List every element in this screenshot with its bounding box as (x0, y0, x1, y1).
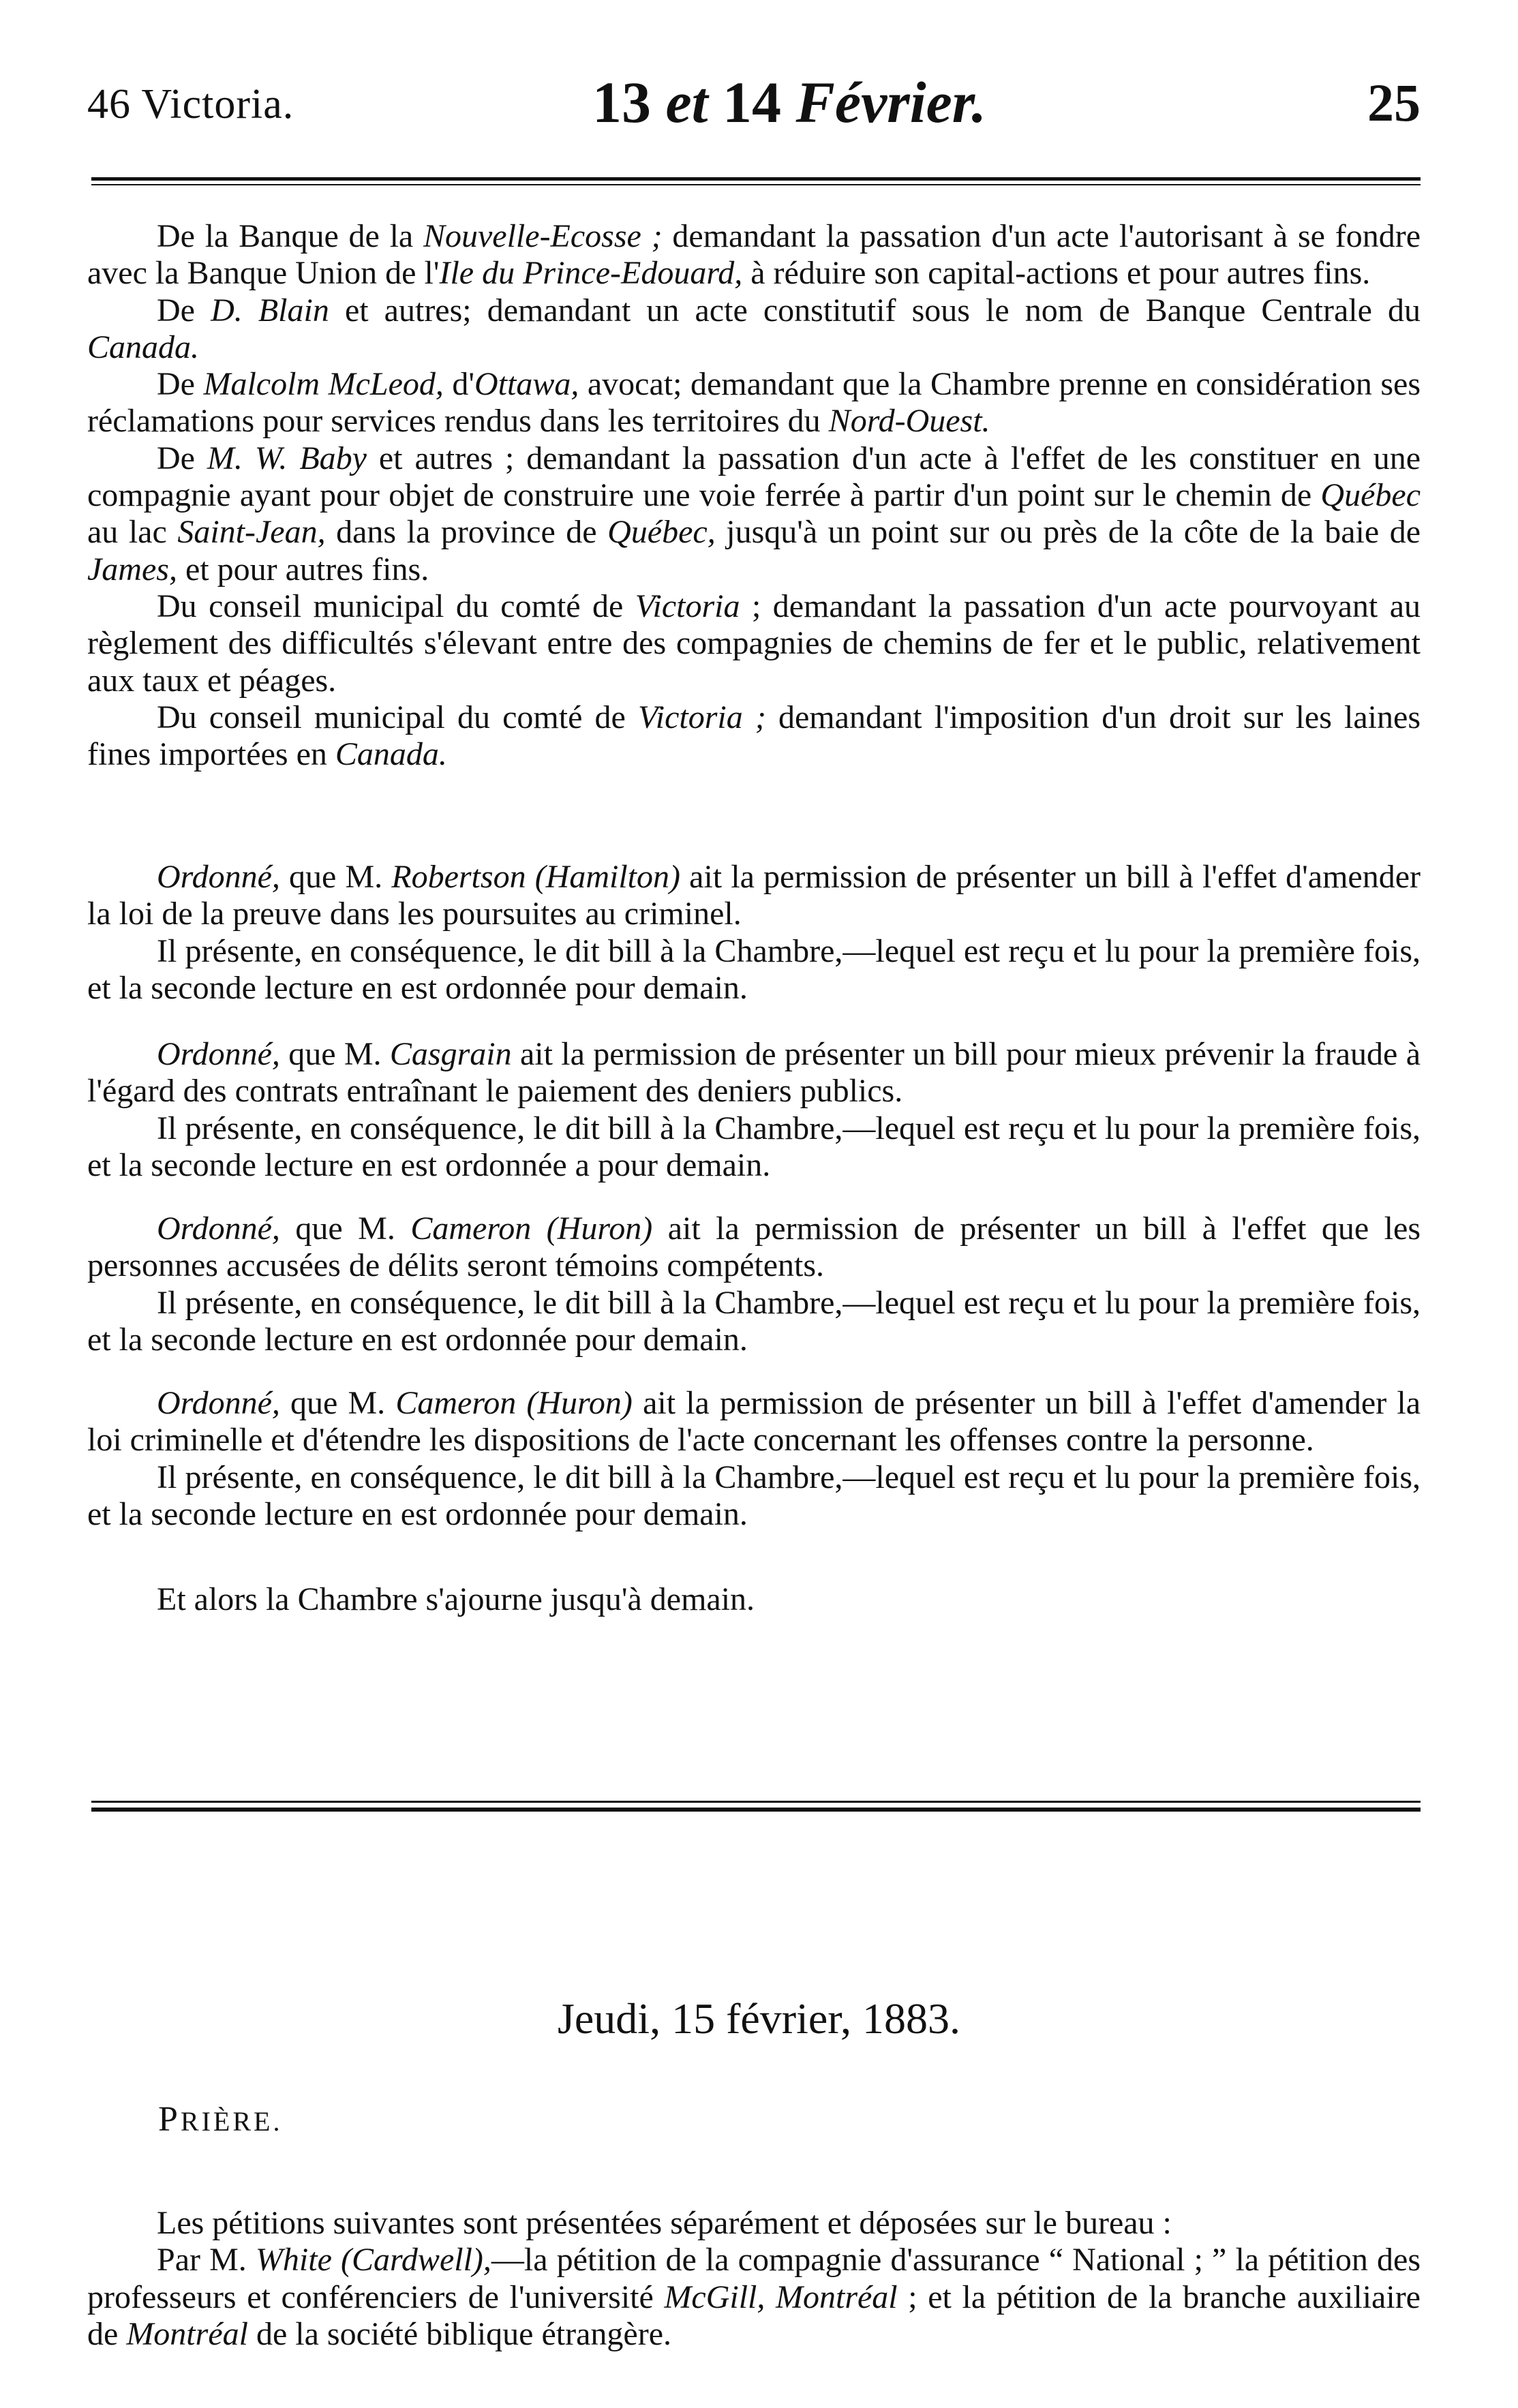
first-reading-paragraph: Il présente, en conséquence, le dit bill à la Chambre,—lequel est reçu et lu pour la première fois, et la seconde lecture en est ordonnée a pour demain. (87, 1110, 1421, 1183)
text-run-italic: Victoria (635, 588, 740, 624)
text-run: demandant l'imposition d'un droit sur les laines fines importées en (87, 699, 1421, 773)
order-robertson (87, 859, 1421, 1007)
petition-paragraph (87, 366, 1421, 440)
date-heading-day2: 14 (723, 70, 782, 135)
text-run: demandant la passation d'un acte l'autorisant à se fondre avec la Banque Union de l' (87, 218, 1421, 292)
date-heading-month: Février. (795, 70, 987, 135)
text-run: De (157, 292, 211, 329)
text-run: De la Banque de la (157, 218, 423, 254)
text-run-italic: Ordonné, (157, 1210, 280, 1247)
text-run: ait la permission de présenter un bill à l'effet d'amender la loi de la preuve dans les poursuites au criminel. (87, 859, 1421, 932)
text-run-italic: Cameron (Huron) (395, 1385, 633, 1421)
first-reading-paragraph: Il présente, en conséquence, le dit bill à la Chambre,—lequel est reçu et lu pour la première fois, et la seconde lecture en est ordonnée pour demain. (87, 932, 1421, 1006)
running-head (87, 68, 1421, 143)
text-run: De (157, 366, 204, 403)
order-paragraph (87, 1036, 1421, 1110)
text-run-italic: James, (87, 551, 177, 588)
text-run: Par M. (157, 2242, 256, 2279)
text-run: ait la permission de présenter un bill à l'effet que les personnes accusées de délits seront témoins compétents. (87, 1210, 1421, 1284)
day-heading: Jeudi, 15 février, 1883. (557, 1994, 961, 2043)
text-run-italic: Robertson (Hamilton) (391, 859, 681, 895)
text-run-italic: Malcolm McLeod, (203, 366, 444, 403)
text-run-italic: White (Cardwell), (255, 2242, 491, 2279)
text-run-italic: M. W. Baby (207, 440, 367, 476)
text-run-italic: Canada. (335, 736, 447, 773)
priere-initial: P (158, 2100, 181, 2139)
section-divider (91, 1801, 1421, 1812)
petition-paragraph (87, 2242, 1421, 2353)
first-reading-paragraph: Il présente, en conséquence, le dit bill à la Chambre,—lequel est reçu et lu pour la première fois, et la seconde lecture en est ordonnée pour demain. (87, 1459, 1421, 1532)
text-run: à réduire son capital-actions et pour autres fins. (742, 255, 1371, 292)
text-run-italic: Cameron (Huron) (410, 1210, 653, 1247)
text-run: ait la permission de présenter un bill à l'effet d'amender la loi criminelle et d'étendre les dispositions de l'acte concernant les offenses contre la personne. (87, 1385, 1421, 1459)
order-paragraph (87, 1385, 1421, 1459)
order-paragraph (87, 1210, 1421, 1285)
adjournment (87, 1581, 1421, 1618)
text-run: au lac (87, 514, 178, 551)
petition-paragraph (87, 440, 1421, 588)
petition-paragraph (87, 699, 1421, 774)
text-run: Du conseil municipal du comté de (157, 588, 635, 624)
page-number: 25 (1367, 73, 1421, 132)
text-run: Du conseil municipal du comté de (157, 699, 638, 735)
order-cameron-witnesses (87, 1210, 1421, 1358)
text-run-italic: D. Blain (211, 292, 329, 329)
text-run: dans la province de (325, 514, 608, 551)
session-label: 46 Victoria. (87, 81, 294, 127)
first-reading-paragraph: Il présente, en conséquence, le dit bill à la Chambre,—lequel est reçu et lu pour la première fois, et la seconde lecture en est ordonnée pour demain. (87, 1284, 1421, 1358)
text-run-italic: Montréal (126, 2315, 248, 2352)
text-run: —la pétition de la compagnie d'assurance “ National ; ” la pétition des professeurs et conférenciers de l'université (87, 2242, 1421, 2315)
text-run-italic: McGill, Montréal (664, 2279, 898, 2315)
text-run: avocat; demandant que la Chambre prenne en considération ses réclamations pour services rendus dans les territoires du (87, 366, 1421, 440)
text-run-italic: Casgrain (389, 1036, 512, 1072)
order-paragraph (87, 859, 1421, 933)
text-run: que M. (279, 1210, 411, 1247)
petitions-intro: Les pétitions suivantes sont présentées séparément et déposées sur le bureau : (157, 2205, 1172, 2241)
header-rule (91, 177, 1421, 185)
date-heading (510, 68, 1069, 136)
text-run: et autres ; demandant la passation d'un acte à l'effet de les constituer en une compagnie ayant pour objet de construire une voie ferrée à partir d'un point sur le chemin de (87, 440, 1421, 514)
petition-paragraph (87, 292, 1421, 367)
text-run-italic: Nord-Ouest. (828, 403, 990, 440)
petitions-presented (87, 2205, 1421, 2353)
text-run: ; et la pétition de la branche auxiliaire de (87, 2279, 1421, 2352)
text-run-italic: Canada. (87, 329, 200, 365)
date-heading-et: et (665, 70, 708, 135)
adjournment-paragraph: Et alors la Chambre s'ajourne jusqu'à demain. (157, 1581, 755, 1617)
text-run: que M. (279, 1385, 396, 1421)
priere-rest: RIÈRE. (180, 2106, 283, 2137)
text-run: et pour autres fins. (177, 551, 429, 588)
text-run: d' (443, 366, 475, 403)
text-run-italic: Québec (1320, 477, 1421, 514)
text-run-italic: Ile du Prince-Edouard, (439, 255, 743, 292)
priere-label (158, 2099, 282, 2139)
petition-paragraph (87, 588, 1421, 699)
order-cameron-criminal (87, 1385, 1421, 1533)
text-run: ait la permission de présenter un bill pour mieux prévenir la fraude à l'égard des contrats entraînant le paiement des deniers publics. (87, 1036, 1421, 1110)
text-run-italic: Nouvelle-Ecosse ; (423, 218, 663, 254)
text-run-italic: Ordonné, (157, 859, 280, 895)
text-run: de la société biblique étrangère. (247, 2315, 671, 2352)
text-run-italic: Ordonné, (157, 1036, 280, 1072)
text-run: jusqu'à un point sur ou près de la côte de la baie de (715, 514, 1421, 551)
text-run: De (157, 440, 207, 476)
text-run-italic: Ottawa, (474, 366, 579, 403)
text-run-italic: Saint-Jean, (177, 514, 326, 551)
text-run-italic: Victoria ; (637, 699, 766, 735)
text-run: que M. (279, 1036, 390, 1072)
text-run-italic: Québec, (607, 514, 716, 551)
text-run: et autres; demandant un acte constitutif sous le nom de Banque Centrale du (329, 292, 1421, 329)
date-heading-day1: 13 (592, 70, 651, 135)
petitions-block (87, 218, 1421, 773)
text-run-italic: Ordonné, (157, 1385, 280, 1421)
order-casgrain (87, 1036, 1421, 1184)
petition-paragraph (87, 218, 1421, 292)
text-run: que M. (279, 859, 392, 895)
text-run: ; demandant la passation d'un acte pourvoyant au règlement des difficultés s'élevant entre des compagnies de chemins de fer et le public, relativement aux taux et péages. (87, 588, 1421, 699)
